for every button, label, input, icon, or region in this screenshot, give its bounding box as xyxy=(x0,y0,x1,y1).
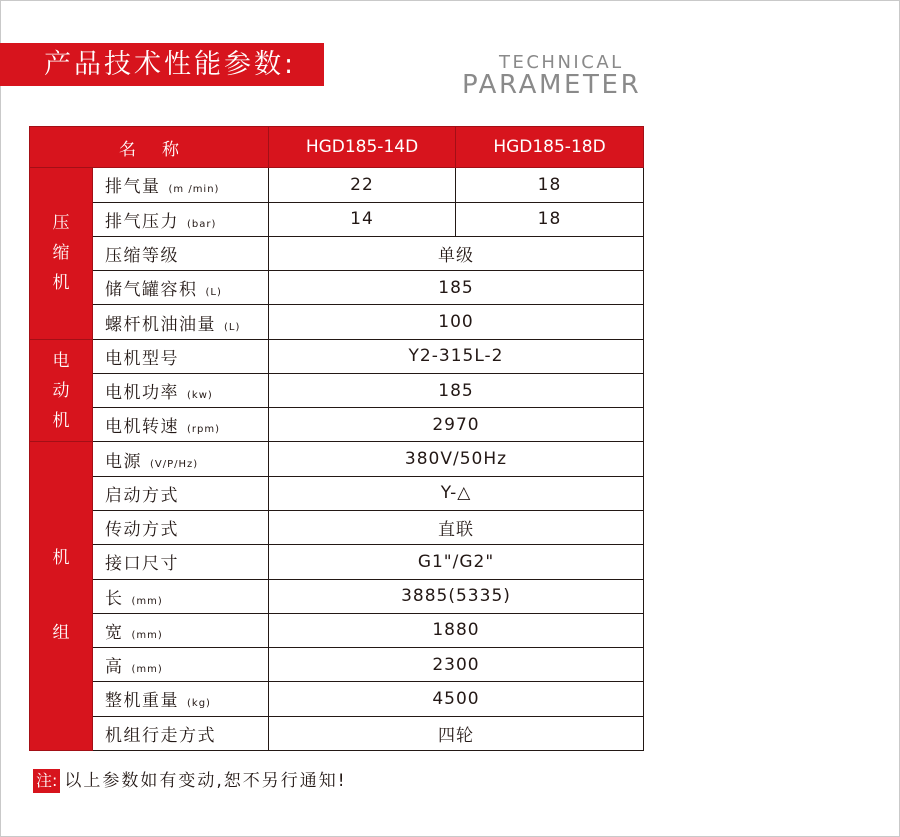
table-row xyxy=(30,682,644,716)
table-row xyxy=(30,442,644,476)
table-row xyxy=(30,236,644,270)
param-cell: 压缩等级 xyxy=(93,236,269,270)
param-cell: 电机转速 (rpm) xyxy=(93,408,269,442)
value-cell: 380V/50Hz xyxy=(269,442,644,476)
english-title-line2: PARAMETER xyxy=(462,70,642,100)
table-row xyxy=(30,168,644,202)
table-row xyxy=(30,579,644,613)
table-row xyxy=(30,648,644,682)
param-cell: 整机重量 (kg) xyxy=(93,682,269,716)
group-label-motor: 电动机 xyxy=(30,339,93,442)
table-row xyxy=(30,271,644,305)
param-cell: 接口尺寸 xyxy=(93,545,269,579)
value-cell: Y-△ xyxy=(269,476,644,510)
table-row xyxy=(30,613,644,647)
param-cell: 排气压力 (bar) xyxy=(93,202,269,236)
table-row xyxy=(30,476,644,510)
group-label-compressor: 压缩机 xyxy=(30,168,93,339)
table-row xyxy=(30,202,644,236)
param-cell: 长 (mm) xyxy=(93,579,269,613)
value-cell: 单级 xyxy=(269,236,644,270)
param-cell: 排气量 (m /min) xyxy=(93,168,269,202)
table-row xyxy=(30,510,644,544)
param-cell: 宽 (mm) xyxy=(93,613,269,647)
table-row xyxy=(30,716,644,750)
header-cell-model-2: HGD185-18D xyxy=(456,127,644,168)
value-cell: 100 xyxy=(269,305,644,339)
footnote xyxy=(33,769,347,793)
value-cell: 4500 xyxy=(269,682,644,716)
value-cell: 22 xyxy=(269,168,456,202)
param-cell: 传动方式 xyxy=(93,510,269,544)
value-cell: 18 xyxy=(456,202,644,236)
param-cell: 电机功率 (kw) xyxy=(93,373,269,407)
table-row xyxy=(30,339,644,373)
spec-table xyxy=(29,126,644,751)
value-cell: 直联 xyxy=(269,510,644,544)
table-row xyxy=(30,408,644,442)
param-cell: 螺杆机油油量 (L) xyxy=(93,305,269,339)
value-cell: 185 xyxy=(269,271,644,305)
value-cell: 四轮 xyxy=(269,716,644,750)
param-cell: 电源 (V/P/Hz) xyxy=(93,442,269,476)
page-title: 产品技术性能参数: xyxy=(44,49,297,80)
note-text: 以上参数如有变动,恕不另行通知! xyxy=(64,771,347,791)
param-cell: 启动方式 xyxy=(93,476,269,510)
value-cell: 18 xyxy=(456,168,644,202)
value-cell: 3885(5335) xyxy=(269,579,644,613)
table-row xyxy=(30,373,644,407)
english-title-line1: TECHNICAL xyxy=(499,52,624,73)
table-row xyxy=(30,545,644,579)
header-cell-model-1: HGD185-14D xyxy=(269,127,456,168)
param-cell: 机组行走方式 xyxy=(93,716,269,750)
table-header-row xyxy=(30,127,644,168)
table-row xyxy=(30,305,644,339)
param-cell: 储气罐容积 (L) xyxy=(93,271,269,305)
note-label: 注: xyxy=(33,769,60,793)
group-label-unit: 机组 xyxy=(30,442,93,751)
value-cell: 185 xyxy=(269,373,644,407)
param-cell: 电机型号 xyxy=(93,339,269,373)
value-cell: 2300 xyxy=(269,648,644,682)
param-cell: 高 (mm) xyxy=(93,648,269,682)
value-cell: 1880 xyxy=(269,613,644,647)
value-cell: G1"/G2" xyxy=(269,545,644,579)
value-cell: Y2-315L-2 xyxy=(269,339,644,373)
header-cell-name: 名称 xyxy=(30,127,269,168)
value-cell: 14 xyxy=(269,202,456,236)
value-cell: 2970 xyxy=(269,408,644,442)
